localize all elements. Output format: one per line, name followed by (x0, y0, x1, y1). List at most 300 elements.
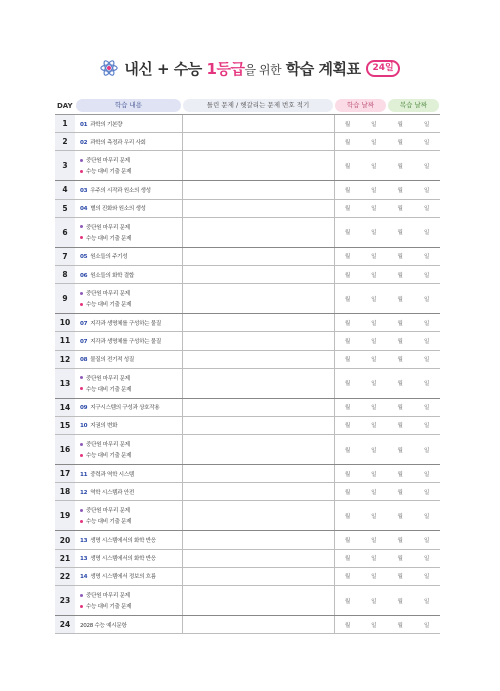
month-label: 월 (397, 163, 403, 170)
table-row (55, 265, 440, 283)
topic-label: 역학 시스템과 안전 (90, 489, 134, 496)
study-content-cell (75, 247, 182, 265)
memo-cell[interactable] (182, 247, 334, 265)
review-item (80, 372, 182, 383)
table-row (55, 465, 440, 483)
study-content-cell (75, 501, 182, 531)
month-label: 월 (344, 121, 351, 128)
memo-cell[interactable] (182, 151, 334, 181)
chapter-number: 13 (80, 556, 88, 563)
review-date-cell[interactable] (387, 398, 440, 416)
day-number: 20 (55, 531, 75, 549)
chapter-number: 11 (80, 471, 88, 478)
day-label: 일 (371, 405, 377, 412)
review-date-cell[interactable] (387, 217, 440, 247)
day-label: 일 (371, 163, 377, 170)
topic-label: 생명 시스템에서의 화학 반응 (90, 556, 156, 563)
title-part1: 내신 + 수능 (124, 59, 202, 78)
day-label: 일 (424, 357, 430, 364)
study-date-cell[interactable] (334, 616, 387, 634)
bullet-icon (80, 454, 83, 457)
bullet-icon (80, 520, 83, 523)
day-label: 일 (424, 574, 430, 581)
title-text (124, 58, 360, 79)
review-item-label: 수능 대비 기출 문제 (86, 235, 132, 242)
topic-label: 원소들의 주기성 (90, 254, 128, 261)
study-content-cell (75, 567, 182, 585)
day-label: 일 (371, 513, 377, 520)
study-date-cell[interactable] (334, 398, 387, 416)
review-item (80, 383, 182, 394)
study-date-cell[interactable] (334, 133, 387, 151)
day-label: 일 (371, 139, 377, 146)
review-date-cell[interactable] (387, 465, 440, 483)
day-label: 일 (424, 187, 430, 194)
study-content-cell (75, 350, 182, 368)
review-item (80, 155, 182, 166)
review-date-cell[interactable] (387, 616, 440, 634)
month-label: 월 (397, 381, 403, 388)
topic-label: 생명 시스템에서 정보의 흐름 (90, 574, 156, 581)
day-number: 3 (55, 151, 75, 181)
memo-cell[interactable] (182, 368, 334, 398)
review-date-cell[interactable] (387, 151, 440, 181)
review-date-cell[interactable] (387, 247, 440, 265)
review-date-cell[interactable] (387, 567, 440, 585)
month-label: 월 (344, 447, 351, 454)
review-date-cell[interactable] (387, 314, 440, 332)
topic-label: 2028 수능 예시문항 (80, 622, 127, 629)
day-label: 일 (424, 513, 430, 520)
day-label: 일 (424, 254, 430, 261)
day-label: 일 (371, 574, 377, 581)
days-badge: 24일 (366, 60, 399, 77)
day-label: 일 (371, 598, 377, 605)
review-item-label: 수능 대비 기출 문제 (86, 386, 132, 393)
study-content-cell (75, 586, 182, 616)
month-label: 월 (397, 230, 403, 237)
month-label: 월 (397, 622, 403, 629)
day-label: 일 (424, 139, 430, 146)
memo-cell[interactable] (182, 284, 334, 314)
review-item-label: 수능 대비 기출 문제 (86, 169, 132, 176)
month-label: 월 (397, 538, 403, 545)
study-date-cell[interactable] (334, 314, 387, 332)
month-label: 월 (397, 272, 403, 279)
memo-cell[interactable] (182, 199, 334, 217)
memo-cell[interactable] (182, 265, 334, 283)
study-date-cell[interactable] (334, 483, 387, 501)
memo-cell[interactable] (182, 181, 334, 199)
study-date-cell[interactable] (334, 151, 387, 181)
bullet-icon (80, 443, 83, 446)
memo-cell[interactable] (182, 332, 334, 350)
day-label: 일 (424, 471, 430, 478)
month-label: 월 (397, 121, 403, 128)
topic-label: 지권의 변화 (90, 423, 118, 430)
month-label: 월 (397, 357, 403, 364)
title-highlight: 1등급 (206, 59, 245, 78)
study-content-cell (75, 483, 182, 501)
day-label: 일 (371, 556, 377, 563)
review-date-cell[interactable] (387, 133, 440, 151)
chapter-number: 05 (80, 254, 88, 261)
study-date-cell[interactable] (334, 199, 387, 217)
review-item-label: 중단원 마무리 문제 (86, 508, 130, 515)
review-item (80, 299, 182, 310)
study-date-cell[interactable] (334, 368, 387, 398)
day-number: 4 (55, 181, 75, 199)
day-label: 일 (371, 320, 377, 327)
review-item (80, 516, 182, 527)
review-date-cell[interactable] (387, 501, 440, 531)
month-label: 월 (397, 598, 403, 605)
review-date-cell[interactable] (387, 435, 440, 465)
day-label: 일 (424, 598, 430, 605)
bullet-icon (80, 225, 83, 228)
review-item (80, 590, 182, 601)
study-content-cell (75, 314, 182, 332)
review-item (80, 439, 182, 450)
review-item-label: 수능 대비 기출 문제 (86, 302, 132, 309)
month-label: 월 (344, 206, 351, 213)
day-label: 일 (424, 206, 430, 213)
day-label: 일 (424, 320, 430, 327)
review-item (80, 288, 182, 299)
month-label: 월 (344, 513, 351, 520)
day-number: 18 (55, 483, 75, 501)
study-date-cell[interactable] (334, 115, 387, 133)
table-row (55, 435, 440, 465)
review-date-cell[interactable] (387, 531, 440, 549)
day-label: 일 (424, 272, 430, 279)
month-label: 월 (397, 513, 403, 520)
day-number: 10 (55, 314, 75, 332)
review-item-label: 중단원 마무리 문제 (86, 224, 130, 231)
day-number: 16 (55, 435, 75, 465)
day-number: 21 (55, 549, 75, 567)
table-row (55, 416, 440, 434)
review-item-label: 중단원 마무리 문제 (86, 442, 130, 449)
month-label: 월 (397, 405, 403, 412)
month-label: 월 (344, 381, 351, 388)
month-label: 월 (344, 471, 351, 478)
memo-cell[interactable] (182, 115, 334, 133)
day-label: 일 (371, 423, 377, 430)
chapter-number: 02 (80, 139, 88, 146)
study-date-cell[interactable] (334, 435, 387, 465)
chapter-number: 10 (80, 423, 88, 430)
study-content-cell (75, 616, 182, 634)
review-date-cell[interactable] (387, 549, 440, 567)
study-date-cell[interactable] (334, 217, 387, 247)
table-row (55, 314, 440, 332)
table-row (55, 531, 440, 549)
day-number: 23 (55, 586, 75, 616)
chapter-number: 08 (80, 357, 88, 364)
chapter-number: 14 (80, 574, 88, 581)
day-number: 2 (55, 133, 75, 151)
table-header-row (55, 97, 440, 115)
bullet-icon (80, 159, 83, 162)
month-label: 월 (344, 574, 351, 581)
title-part2: 을 위한 (244, 62, 282, 77)
month-label: 월 (397, 338, 403, 345)
study-date-cell[interactable] (334, 284, 387, 314)
month-label: 월 (344, 187, 351, 194)
review-date-cell[interactable] (387, 115, 440, 133)
review-date-cell[interactable] (387, 350, 440, 368)
table-row (55, 350, 440, 368)
study-date-cell[interactable] (334, 265, 387, 283)
month-label: 월 (344, 230, 351, 237)
study-plan-table (55, 97, 440, 634)
bullet-icon (80, 170, 83, 173)
day-label: 일 (424, 489, 430, 496)
table-row (55, 115, 440, 133)
month-label: 월 (344, 272, 351, 279)
day-label: 일 (371, 489, 377, 496)
month-label: 월 (344, 423, 351, 430)
table-row (55, 284, 440, 314)
memo-cell[interactable] (182, 616, 334, 634)
day-label: 일 (371, 357, 377, 364)
day-number: 24 (55, 616, 75, 634)
chapter-number: 06 (80, 272, 88, 279)
day-number: 7 (55, 247, 75, 265)
table-row (55, 586, 440, 616)
header-review-date: 복습 날짜 (388, 99, 439, 112)
month-label: 월 (344, 296, 351, 303)
day-label: 일 (424, 556, 430, 563)
review-item-label: 중단원 마무리 문제 (86, 593, 130, 599)
memo-cell[interactable] (182, 133, 334, 151)
topic-label: 우주의 시작과 원소의 생성 (90, 187, 151, 194)
topic-label: 물질의 전기적 성질 (90, 357, 134, 364)
study-date-cell[interactable] (334, 531, 387, 549)
header-memo: 틀린 문제 / 헷갈리는 문제 번호 적기 (183, 99, 333, 112)
header-content: 학습 내용 (76, 99, 181, 112)
day-label: 일 (424, 538, 430, 545)
memo-cell[interactable] (182, 416, 334, 434)
title-part3: 학습 계획표 (285, 59, 361, 78)
table-row (55, 133, 440, 151)
study-date-cell[interactable] (334, 350, 387, 368)
chapter-number: 12 (80, 489, 88, 496)
day-label: 일 (371, 254, 377, 261)
review-item-label: 중단원 마무리 문제 (86, 158, 130, 165)
topic-label: 지각과 생명체를 구성하는 물질 (90, 320, 161, 327)
day-number: 22 (55, 567, 75, 585)
day-label: 일 (371, 338, 377, 345)
table-row (55, 247, 440, 265)
bullet-icon (80, 509, 83, 512)
table-row (55, 217, 440, 247)
topic-label: 원소들의 화학 결합 (90, 272, 134, 279)
day-number: 9 (55, 284, 75, 314)
day-label: 일 (424, 338, 430, 345)
review-date-cell[interactable] (387, 483, 440, 501)
study-date-cell[interactable] (334, 416, 387, 434)
study-content-cell (75, 151, 182, 181)
day-number: 11 (55, 332, 75, 350)
topic-label: 지구시스템의 구성과 상호작용 (90, 405, 160, 412)
study-content-cell (75, 115, 182, 133)
day-number: 15 (55, 416, 75, 434)
month-label: 월 (397, 296, 403, 303)
bullet-icon (80, 236, 83, 239)
table-row (55, 151, 440, 181)
review-item (80, 601, 182, 612)
month-label: 월 (344, 598, 351, 605)
study-content-cell (75, 368, 182, 398)
memo-cell[interactable] (182, 549, 334, 567)
table-row (55, 616, 440, 634)
study-content-cell (75, 181, 182, 199)
study-date-cell[interactable] (334, 567, 387, 585)
day-label: 일 (424, 381, 430, 388)
chapter-number: 13 (80, 538, 88, 545)
review-item (80, 450, 182, 461)
study-content-cell (75, 465, 182, 483)
day-label: 일 (371, 471, 377, 478)
day-label: 일 (371, 121, 377, 128)
topic-label: 생명 시스템에서의 화학 반응 (90, 538, 156, 545)
header-day: DAY (55, 97, 75, 115)
table-row (55, 181, 440, 199)
day-label: 일 (371, 206, 377, 213)
study-content-cell (75, 133, 182, 151)
month-label: 월 (397, 471, 403, 478)
study-content-cell (75, 549, 182, 567)
topic-label: 과학의 기본량 (90, 121, 123, 128)
topic-label: 지각과 생명체를 구성하는 물질 (90, 338, 161, 345)
month-label: 월 (397, 447, 403, 454)
day-label: 일 (371, 296, 377, 303)
study-content-cell (75, 416, 182, 434)
review-date-cell[interactable] (387, 265, 440, 283)
review-item (80, 166, 182, 177)
review-date-cell[interactable] (387, 368, 440, 398)
study-date-cell[interactable] (334, 586, 387, 616)
month-label: 월 (344, 556, 351, 563)
review-date-cell[interactable] (387, 416, 440, 434)
study-date-cell[interactable] (334, 549, 387, 567)
memo-cell[interactable] (182, 586, 334, 616)
day-label: 일 (424, 447, 430, 454)
review-item-label: 수능 대비 기출 문제 (86, 453, 132, 460)
day-label: 일 (424, 121, 430, 128)
bullet-icon (80, 605, 83, 608)
study-date-cell[interactable] (334, 247, 387, 265)
memo-cell[interactable] (182, 217, 334, 247)
review-item (80, 232, 182, 243)
study-date-cell[interactable] (334, 181, 387, 199)
day-label: 일 (424, 405, 430, 412)
day-label: 일 (371, 272, 377, 279)
table-row (55, 549, 440, 567)
chapter-number: 03 (80, 187, 88, 194)
month-label: 월 (344, 489, 351, 496)
month-label: 월 (397, 187, 403, 194)
month-label: 월 (397, 556, 403, 563)
month-label: 월 (397, 320, 403, 327)
topic-label: 별의 진화와 원소의 생성 (90, 206, 146, 213)
day-number: 5 (55, 199, 75, 217)
memo-cell[interactable] (182, 483, 334, 501)
memo-cell[interactable] (182, 314, 334, 332)
study-date-cell[interactable] (334, 501, 387, 531)
memo-cell[interactable] (182, 435, 334, 465)
month-label: 월 (344, 338, 351, 345)
day-label: 일 (371, 187, 377, 194)
study-content-cell (75, 398, 182, 416)
bullet-icon (80, 292, 83, 295)
review-item-label: 중단원 마무리 문제 (86, 375, 130, 382)
review-item (80, 221, 182, 232)
table-row (55, 567, 440, 585)
month-label: 월 (397, 423, 403, 430)
day-number: 19 (55, 501, 75, 531)
review-item (80, 505, 182, 516)
memo-cell[interactable] (182, 567, 334, 585)
day-label: 일 (424, 622, 430, 629)
day-label: 일 (371, 381, 377, 388)
memo-cell[interactable] (182, 501, 334, 531)
day-label: 일 (371, 230, 377, 237)
month-label: 월 (344, 405, 351, 412)
study-date-cell[interactable] (334, 332, 387, 350)
study-content-cell (75, 265, 182, 283)
month-label: 월 (344, 254, 351, 261)
review-date-cell[interactable] (387, 332, 440, 350)
month-label: 월 (344, 538, 351, 545)
month-label: 월 (344, 622, 351, 629)
day-number: 12 (55, 350, 75, 368)
chapter-number: 01 (80, 121, 88, 128)
table-row (55, 332, 440, 350)
day-label: 일 (424, 163, 430, 170)
day-number: 8 (55, 265, 75, 283)
memo-cell[interactable] (182, 465, 334, 483)
study-date-cell[interactable] (334, 465, 387, 483)
page-title (0, 56, 500, 80)
study-content-cell (75, 199, 182, 217)
day-label: 일 (371, 447, 377, 454)
memo-cell[interactable] (182, 398, 334, 416)
review-date-cell[interactable] (387, 199, 440, 217)
day-number: 14 (55, 398, 75, 416)
review-date-cell[interactable] (387, 284, 440, 314)
bullet-icon (80, 387, 83, 390)
review-date-cell[interactable] (387, 586, 440, 616)
day-number: 1 (55, 115, 75, 133)
topic-label: 중력과 역학 시스템 (90, 471, 134, 478)
month-label: 월 (344, 139, 351, 146)
day-label: 일 (424, 230, 430, 237)
review-date-cell[interactable] (387, 181, 440, 199)
bullet-icon (80, 376, 83, 379)
review-item-label: 수능 대비 기출 문제 (86, 519, 132, 526)
bullet-icon (80, 303, 83, 306)
month-label: 월 (397, 139, 403, 146)
study-content-cell (75, 217, 182, 247)
memo-cell[interactable] (182, 350, 334, 368)
day-label: 일 (424, 423, 430, 430)
memo-cell[interactable] (182, 531, 334, 549)
review-item-label: 수능 대비 기출 문제 (86, 604, 132, 610)
day-label: 일 (371, 622, 377, 629)
